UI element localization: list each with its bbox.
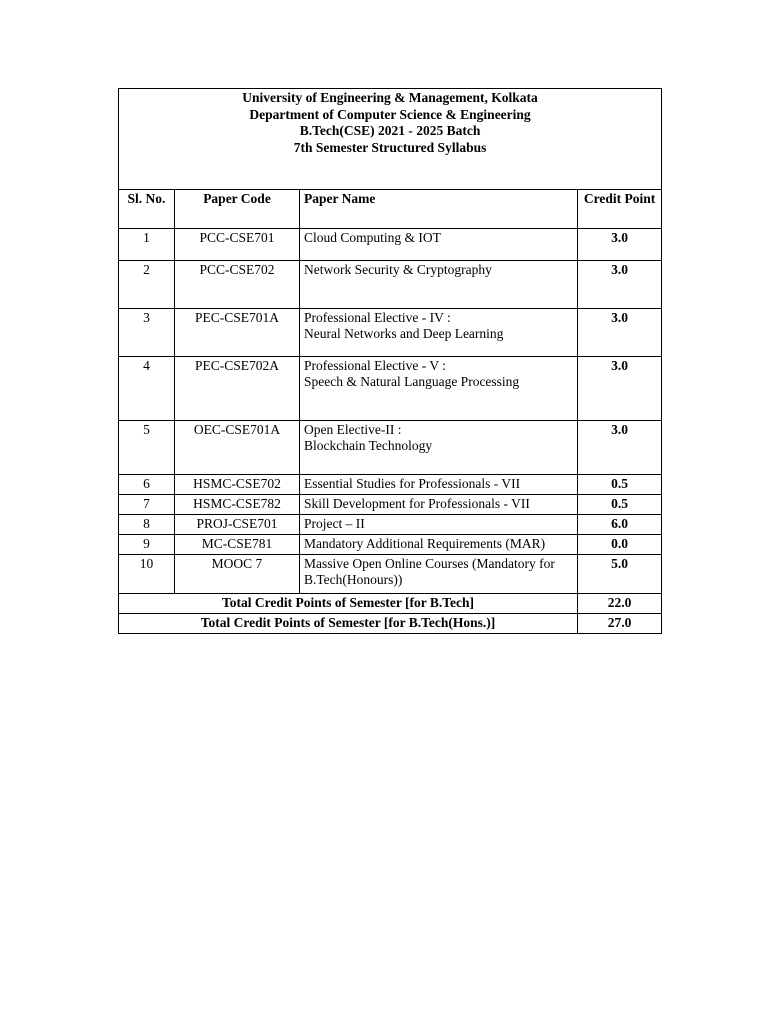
paper-code-cell: PROJ-CSE701 <box>175 515 300 535</box>
credit-cell: 0.5 <box>578 475 662 495</box>
paper-code-cell: HSMC-CSE702 <box>175 475 300 495</box>
paper-code-cell: HSMC-CSE782 <box>175 495 300 515</box>
paper-code-cell: OEC-CSE701A <box>175 421 300 475</box>
paper-code-cell: PCC-CSE701 <box>175 229 300 261</box>
total-value: 22.0 <box>578 594 662 614</box>
total-label: Total Credit Points of Semester [for B.Tech(Hons.)] <box>119 614 578 634</box>
paper-name-cell <box>300 357 578 421</box>
paper-name-line: B.Tech(Honours)) <box>304 572 403 587</box>
paper-name-line: Neural Networks and Deep Learning <box>304 326 504 341</box>
sl-no-cell: 2 <box>119 261 175 309</box>
table-row <box>119 555 662 594</box>
sl-no-cell: 1 <box>119 229 175 261</box>
title-block <box>119 89 662 190</box>
paper-name-cell <box>300 261 578 309</box>
paper-name-line: Network Security & Cryptography <box>304 262 492 277</box>
credit-cell: 0.5 <box>578 495 662 515</box>
paper-name-line: Open Elective-II : <box>304 422 402 437</box>
column-header-row <box>119 190 662 229</box>
paper-name-cell <box>300 535 578 555</box>
credit-cell: 0.0 <box>578 535 662 555</box>
paper-name-cell <box>300 421 578 475</box>
paper-name-line: Essential Studies for Professionals - VII <box>304 476 521 491</box>
paper-name-line: Blockchain Technology <box>304 438 433 453</box>
table-row <box>119 229 662 261</box>
sl-no-cell: 3 <box>119 309 175 357</box>
credit-cell: 3.0 <box>578 421 662 475</box>
paper-name-line: Speech & Natural Language Processing <box>304 374 520 389</box>
paper-name-line: Massive Open Online Courses (Mandatory for <box>304 556 555 571</box>
department-name: Department of Computer Science & Engineering <box>249 106 531 122</box>
paper-name-cell <box>300 229 578 261</box>
credit-cell: 3.0 <box>578 229 662 261</box>
total-row-btech-hons <box>119 614 662 634</box>
paper-name-cell <box>300 309 578 357</box>
credit-cell: 6.0 <box>578 515 662 535</box>
credit-cell: 3.0 <box>578 357 662 421</box>
paper-code-cell: MC-CSE781 <box>175 535 300 555</box>
paper-name-line: Skill Development for Professionals - VII <box>304 496 530 511</box>
sl-no-cell: 7 <box>119 495 175 515</box>
table-row <box>119 475 662 495</box>
sl-no-cell: 4 <box>119 357 175 421</box>
paper-name-line: Mandatory Additional Requirements (MAR) <box>304 536 546 551</box>
table-row <box>119 357 662 421</box>
sl-no-cell: 9 <box>119 535 175 555</box>
total-row-btech <box>119 594 662 614</box>
table-header-block <box>119 89 662 190</box>
table-row <box>119 309 662 357</box>
column-header-paper-name: Paper Name <box>300 190 578 229</box>
paper-name-cell <box>300 515 578 535</box>
total-value: 27.0 <box>578 614 662 634</box>
credit-cell: 5.0 <box>578 555 662 594</box>
syllabus-table <box>118 88 662 634</box>
paper-code-cell: PEC-CSE701A <box>175 309 300 357</box>
paper-name-line: Cloud Computing & IOT <box>304 230 441 245</box>
table-row <box>119 495 662 515</box>
table-row <box>119 261 662 309</box>
sl-no-cell: 5 <box>119 421 175 475</box>
paper-name-line: Project – II <box>304 516 365 531</box>
paper-name-cell <box>300 495 578 515</box>
syllabus-title: 7th Semester Structured Syllabus <box>293 139 487 155</box>
credit-cell: 3.0 <box>578 261 662 309</box>
sl-no-cell: 8 <box>119 515 175 535</box>
university-name: University of Engineering & Management, Kolkata <box>242 90 538 105</box>
paper-code-cell: PCC-CSE702 <box>175 261 300 309</box>
sl-no-cell: 10 <box>119 555 175 594</box>
table-row <box>119 421 662 475</box>
column-header-paper-code: Paper Code <box>175 190 300 229</box>
sl-no-cell: 6 <box>119 475 175 495</box>
paper-name-cell <box>300 475 578 495</box>
table-row <box>119 535 662 555</box>
paper-name-cell <box>300 555 578 594</box>
paper-code-cell: MOOC 7 <box>175 555 300 594</box>
column-header-sl-no: Sl. No. <box>119 190 175 229</box>
column-header-credit-point: Credit Point <box>578 190 662 229</box>
credit-cell: 3.0 <box>578 309 662 357</box>
paper-name-line: Professional Elective - V : <box>304 358 446 373</box>
total-label: Total Credit Points of Semester [for B.Tech] <box>119 594 578 614</box>
paper-code-cell: PEC-CSE702A <box>175 357 300 421</box>
table-row <box>119 515 662 535</box>
batch-label: B.Tech(CSE) 2021 - 2025 Batch <box>299 123 481 138</box>
paper-name-line: Professional Elective - IV : <box>304 310 451 325</box>
